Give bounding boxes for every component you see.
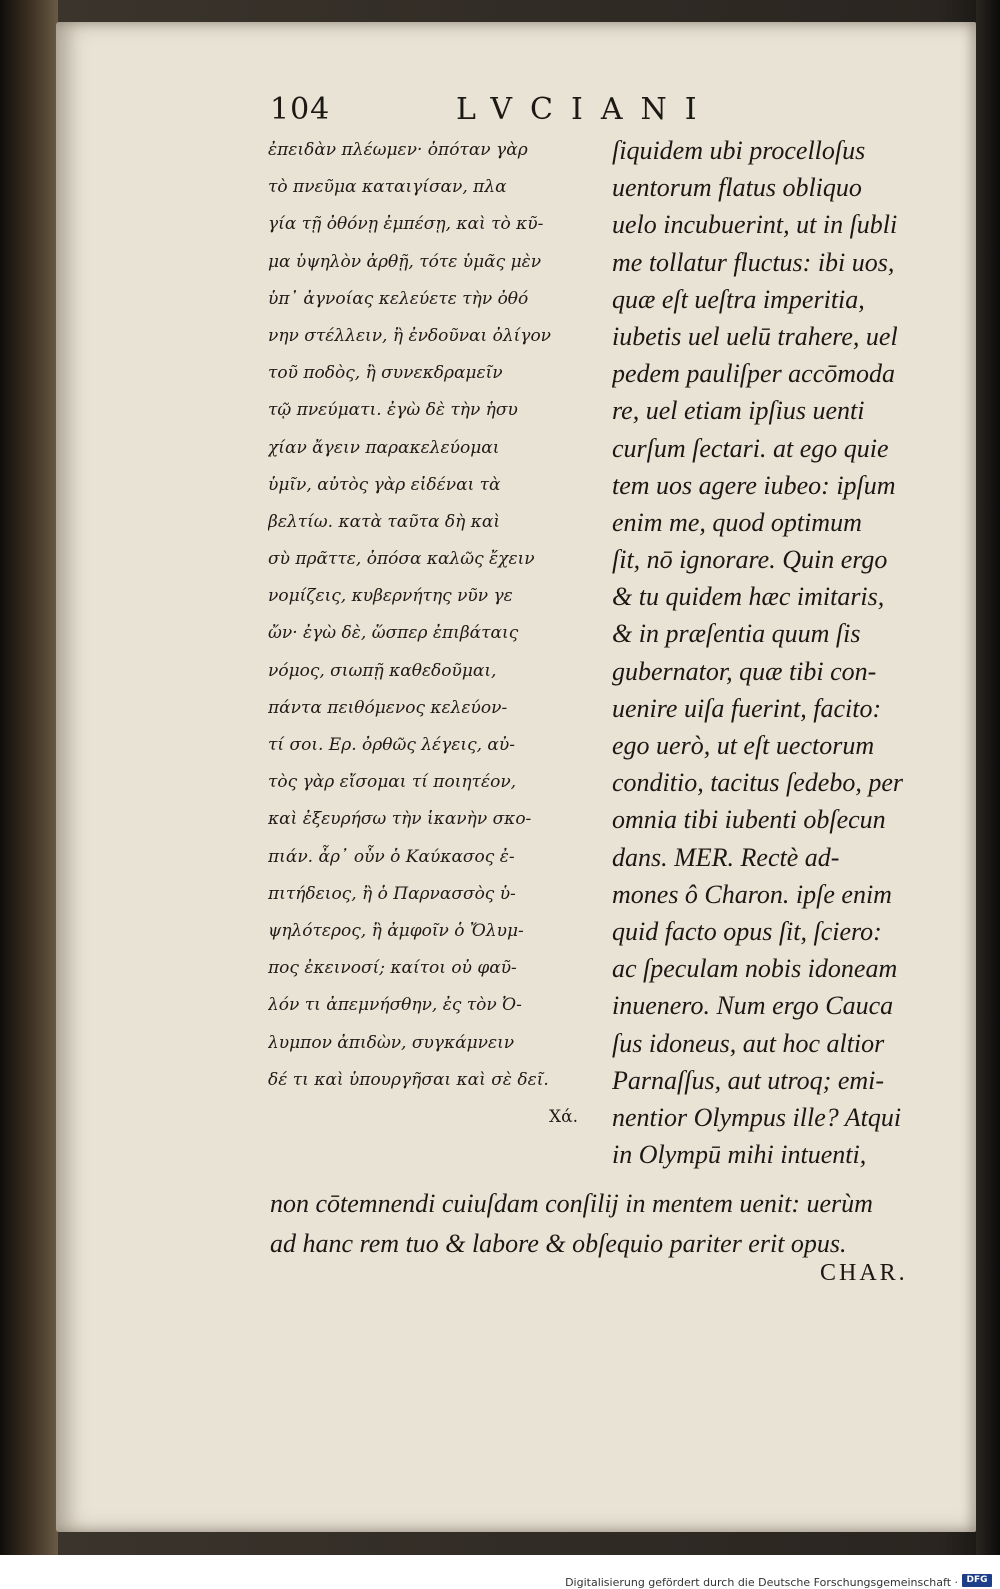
greek-line: τί σοι. Ερ. ὀρθῶς λέγεις, αὐ- <box>268 735 515 755</box>
latin-line: inuenero. Num ergo Cauca <box>612 991 894 1021</box>
greek-line: ἐπειδὰν πλέωμεν· ὁπόταν γὰρ <box>268 140 528 160</box>
greek-line: τοῦ ποδὸς, ἢ συνεκδραμεῖν <box>268 363 503 384</box>
greek-line: λυμπον ἀπιδὼν, συγκάμνειν <box>268 1032 515 1053</box>
running-head: LVCIANI <box>456 92 715 127</box>
greek-line: πιάν. ἆρ᾽ οὖν ὁ Καύκασος ἐ- <box>268 846 515 867</box>
latin-line: dans. MER. Rectè ad- <box>612 842 840 872</box>
page-number: 104 <box>270 92 331 127</box>
book-right-edge <box>976 0 1000 1555</box>
latin-line: conditio, tacitus ſedebo, per <box>612 768 904 798</box>
latin-line: mones ô Charon. ipſe enim <box>612 879 892 909</box>
greek-line: λόν τι ἀπεμνήσθην, ἐς τὸν Ὀ- <box>268 995 522 1016</box>
full-width-text <box>270 1184 940 1264</box>
latin-line: & in præſentia quum ſis <box>612 619 861 649</box>
greek-line: καὶ ἐξευρήσω τὴν ἱκανὴν σκο- <box>268 809 532 830</box>
latin-line: tem uos agere iubeo: ipſum <box>612 470 896 500</box>
greek-line: τῷ πνεύματι. ἐγὼ δὲ τὴν ἡσυ <box>268 400 518 421</box>
latin-line: in Olympū mihi intuenti, <box>612 1140 867 1170</box>
greek-line: πος ἐκεινοσί; καίτοι οὐ φαῦ- <box>268 958 517 979</box>
latin-line: Parnaſſus, aut utroq; emi- <box>612 1065 885 1095</box>
full-width-line: ad hanc rem tuo & labore & obſequio pariter erit opus. <box>270 1229 847 1258</box>
greek-line: πιτήδειος, ἢ ὁ Παρνασσὸς ὑ- <box>268 883 516 904</box>
latin-line: curſum ſectari. at ego quie <box>612 433 889 463</box>
latin-line: iubetis uel uelū trahere, uel <box>612 321 898 351</box>
greek-line: μα ὑψηλὸν ἀρθῇ, τότε ὑμᾶς μὲν <box>268 251 542 272</box>
greek-line: ψηλότερος, ἢ ἀμφοῖν ὁ Ὄλυμ- <box>268 920 524 941</box>
greek-line: νομίζεις, κυβερνήτης νῦν γε <box>268 586 513 607</box>
greek-line: βελτίω. κατὰ ταῦτα δὴ καὶ <box>268 511 501 532</box>
latin-line: enim me, quod optimum <box>612 507 862 537</box>
greek-line: πάντα πειθόμενος κελεύον- <box>268 697 508 718</box>
latin-line: ſiquidem ubi procelloſus <box>612 136 866 165</box>
latin-line: omnia tibi iubenti obſecun <box>612 805 886 835</box>
latin-line: uentorum flatus obliquo <box>612 173 862 203</box>
page-header <box>270 92 790 132</box>
latin-line: pedem pauliſper accōmoda <box>612 359 896 389</box>
book-left-edge <box>0 0 58 1555</box>
latin-line: & tu quidem hæc imitaris, <box>612 582 885 612</box>
digitization-credit: Digitalisierung gefördert durch die Deutsche Forschungsgemeinschaft · <box>565 1576 958 1589</box>
greek-text-column <box>268 132 588 1136</box>
greek-line: γία τῇ ὀθόνῃ ἐμπέσῃ, καὶ τὸ κῦ- <box>268 214 544 235</box>
latin-text-column <box>612 132 942 1173</box>
latin-line: gubernator, quæ tibi con- <box>612 656 877 686</box>
latin-line: me tollatur fluctus: ibi uos, <box>612 247 895 277</box>
latin-line: quæ eſt ueſtra imperitia, <box>612 284 865 314</box>
greek-line: ὑμῖν, αὐτὸς γὰρ εἰδέναι τὰ <box>268 474 501 495</box>
catchword: CHAR. <box>820 1260 908 1286</box>
greek-speaker-label: Χά. <box>549 1106 578 1127</box>
latin-line: ego uerò, ut eſt uectorum <box>612 731 875 760</box>
latin-line: ſit, nō ignorare. Quin ergo <box>612 545 888 575</box>
greek-line: ὤν· ἐγὼ δὲ, ὥσπερ ἐπιβάταις <box>268 623 519 644</box>
full-width-line: non cōtemnendi cuiuſdam conſilij in mentem uenit: uerùm <box>270 1189 873 1218</box>
greek-line: χίαν ἄγειν παρακελεύομαι <box>268 437 500 458</box>
latin-line: ac ſpeculam nobis idoneam <box>612 954 898 984</box>
latin-line: uelo incubuerint, ut in ſubli <box>612 210 898 240</box>
greek-line: νην στέλλειν, ἢ ἐνδοῦναι ὀλίγον <box>268 325 552 346</box>
latin-line: re, uel etiam ipſius uenti <box>612 396 865 426</box>
greek-line: ὑπ᾽ ἀγνοίας κελεύετε τὴν ὀθό <box>268 288 529 309</box>
greek-line: τὸς γὰρ εἴσομαι τί ποιητέον, <box>268 772 517 793</box>
latin-line: ſus idoneus, aut hoc altior <box>612 1028 885 1058</box>
latin-line: quid facto opus ſit, ſciero: <box>612 916 882 946</box>
greek-line: δέ τι καὶ ὑπουργῆσαι καὶ σὲ δεῖ. <box>268 1069 549 1090</box>
latin-line: nentior Olympus ille? Atqui <box>612 1102 902 1132</box>
dfg-logo-badge: DFG <box>962 1574 992 1587</box>
latin-line: uenire uiſa fuerint, facito: <box>612 693 882 723</box>
greek-line: σὺ πρᾶττε, ὁπόσα καλῶς ἔχειν <box>268 549 535 570</box>
greek-line: νόμος, σιωπῇ καθεδοῦμαι, <box>268 660 497 681</box>
greek-line: τὸ πνεῦμα καταιγίσαν, πλα <box>268 177 507 198</box>
